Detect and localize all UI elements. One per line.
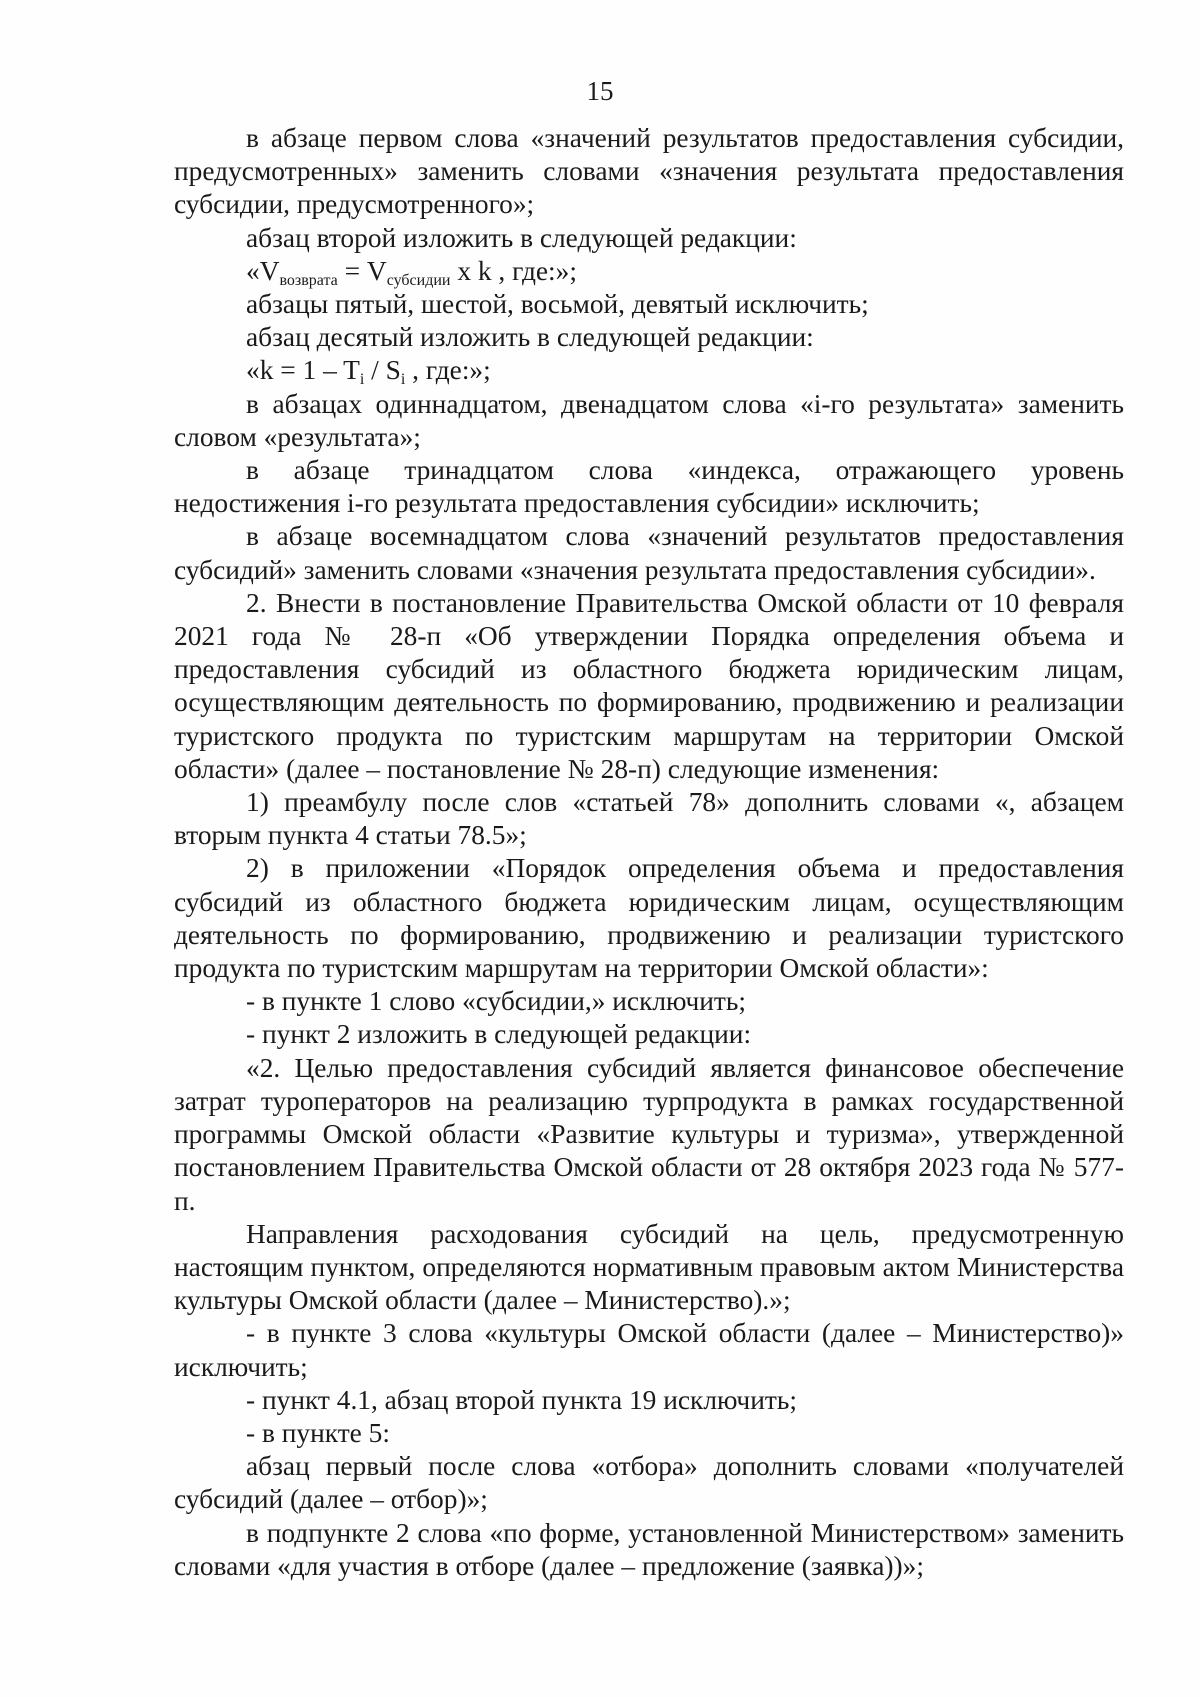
formula-part: «V bbox=[246, 255, 280, 286]
paragraph: в абзаце первом слова «значений результатов предоставления субсидии, предусмотренных» заменить словами «значения результата предоставления субсидии, предусмотренного»; bbox=[174, 123, 1124, 220]
paragraph: - пункт 2 изложить в следующей редакции: bbox=[246, 1019, 752, 1050]
formula-part: / S bbox=[364, 355, 401, 386]
formula-part: «k = 1 – T bbox=[246, 355, 360, 386]
paragraph: 2. Внести в постановление Правительства Омской области от 10 февраля 2021 года № 28-п «Об утверждении Порядка определения объема и предоставления субсидий из областного бюджета юридическим лицам, осуществляющим деятельность по формированию, продвижению и реализации туристского продукта по туристским маршрутам на территории Омской области» (далее – постановление № 28-п) следующие изменения: bbox=[174, 587, 1124, 784]
paragraph: в абзаце восемнадцатом слова «значений результатов предоставления субсидий» заменить словами «значения результата предоставления субсидии». bbox=[174, 521, 1124, 585]
formula-part: х k , где:»; bbox=[450, 255, 577, 286]
paragraph: абзац первый после слова «отбора» дополнить словами «получателей субсидий (далее – отбор)»; bbox=[174, 1451, 1124, 1515]
paragraph: - в пункте 1 слово «субсидии,» исключить; bbox=[246, 986, 746, 1017]
formula-part: , где:»; bbox=[405, 355, 491, 386]
formula-v-return bbox=[174, 255, 1124, 288]
formula-subscript: i bbox=[400, 371, 406, 389]
paragraph: 2) в приложении «Порядок определения объема и предоставления субсидий из областного бюджета юридическим лицам, осуществляющим деятельность по формированию, продвижению и реализации туристского продукта по туристским маршрутам на территории Омской области»: bbox=[174, 853, 1124, 984]
paragraph: абзац десятый изложить в следующей редакции: bbox=[246, 322, 814, 353]
paragraph: - в пункте 3 слова «культуры Омской области (далее – Министерство)» исключить; bbox=[174, 1318, 1124, 1382]
paragraph: абзац второй изложить в следующей редакции: bbox=[246, 222, 797, 253]
paragraph: Направления расходования субсидий на цель, предусмотренную настоящим пунктом, определяются нормативным правовым актом Министерства культуры Омской области (далее – Министерство).»; bbox=[174, 1218, 1124, 1316]
formula-subscript: субсидии bbox=[386, 271, 451, 289]
paragraph: «2. Целью предоставления субсидий является финансовое обеспечение затрат туроператоров на реализацию турпродукта в рамках государственной программы Омской области «Развитие культуры и туризма», утвержденной постановлением Правительства Омской области от 28 октября 2023 года № 577-п. bbox=[174, 1052, 1124, 1216]
paragraph: 1) преамбулу после слов «статьей 78» дополнить словами «, абзацем вторым пункта 4 статьи 78.5»; bbox=[174, 787, 1124, 851]
paragraph: в абзацах одиннадцатом, двенадцатом слова «i-го результата» заменить словом «результата»; bbox=[174, 388, 1124, 452]
paragraph: - пункт 4.1, абзац второй пункта 19 исключить; bbox=[246, 1384, 797, 1415]
paragraph: абзацы пятый, шестой, восьмой, девятый исключить; bbox=[246, 289, 869, 320]
paragraph: в абзаце тринадцатом слова «индекса, отражающего уровень недостижения i-го результата предоставления субсидии» исключить; bbox=[174, 455, 1124, 519]
document-body bbox=[174, 122, 1124, 1583]
page-number: 15 bbox=[586, 76, 614, 106]
formula-subscript: возврата bbox=[279, 271, 338, 289]
formula-part: = V bbox=[337, 255, 387, 286]
formula-k bbox=[174, 354, 1124, 387]
formula-subscript: i bbox=[359, 371, 365, 389]
paragraph: в подпункте 2 слова «по форме, установленной Министерством» заменить словами «для участия в отборе (далее – предложение (заявка))»; bbox=[174, 1517, 1124, 1581]
paragraph: - в пункте 5: bbox=[246, 1417, 390, 1448]
